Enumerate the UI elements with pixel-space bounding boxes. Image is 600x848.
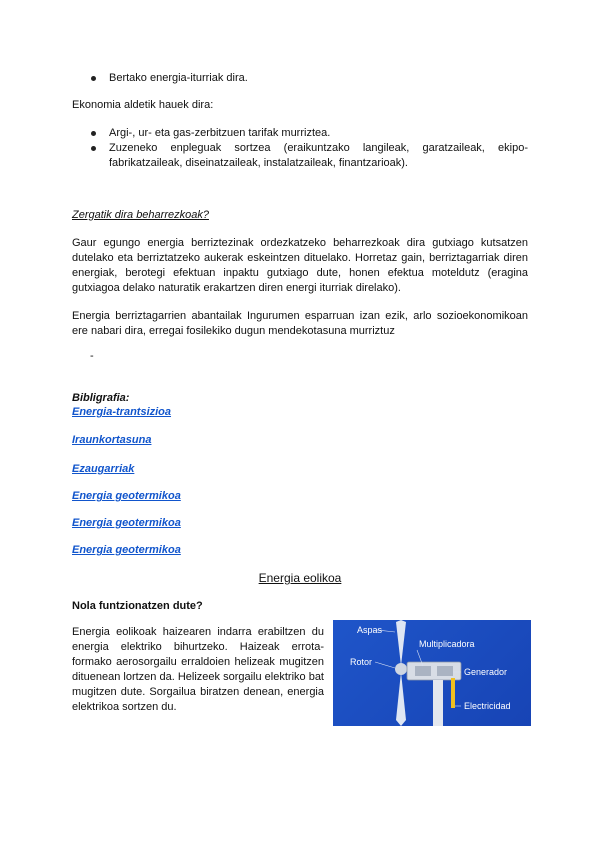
why-paragraph: Gaur egungo energia berriztezinak ordezkatzeko beharrezkoak dira gutxiago kutsatzen dutelako eta berriztatzeko aukerak eskeintzen dituelako. Horretaz gain, berriztagarriak diren energiak, berotegi efektuan inpaktu gutxiago dute, honen efektua moteldutz (eragina gutxiagoa delako naturatik erakartzen diren energi iturriak direlako).	[72, 237, 528, 294]
tower-shape	[433, 680, 443, 726]
label-electricidad: Electricidad	[464, 701, 511, 711]
label-generador: Generador	[464, 667, 508, 677]
label-aspas: Aspas	[357, 625, 383, 635]
leader-rotor	[375, 662, 395, 668]
cable-shape	[451, 678, 455, 708]
bibliography-title: Bibligrafia:	[72, 392, 130, 404]
rotor-hub-shape	[395, 663, 407, 675]
wind-turbine-diagram	[333, 620, 531, 726]
bib-link-ezaugarriak[interactable]: Ezaugarriak	[72, 463, 135, 475]
blade-bottom-shape	[396, 672, 406, 726]
economy-intro: Ekonomia aldetik hauek dira:	[72, 99, 214, 111]
advantages-paragraph: Energia berriztagarrien abantailak Ingurumen esparruan izan ezik, arlo sozioekonomikoan ere nabari dira, erregai fosilekiko dugun mendekotasuna murriztuz	[72, 310, 528, 337]
list-item: Argi-, ur- eta gas-zerbitzuen tarifak murriztea.	[88, 126, 528, 141]
wind-paragraph: Energia eolikoak haizearen indarra erabiltzen du energia elektriko bihurtzeko. Haizeak errota-formako aerosorgailu erraldoien helizeak mugitzen dituenean lortzen da. Helizeek sorgailu elektriko bat mugitzen dute. Sorgailua biratzen denean, energia elektrikoa sortzen du.	[72, 626, 324, 713]
source-list	[88, 71, 528, 86]
economy-list	[88, 126, 528, 171]
section-subtitle: Nola funtzionatzen dute?	[72, 600, 203, 612]
list-item: Bertako energia-iturriak dira.	[88, 71, 528, 86]
multiplier-shape	[415, 666, 431, 676]
section-title: Energia eolikoa	[258, 571, 342, 585]
blade-top-shape	[396, 620, 406, 666]
label-rotor: Rotor	[350, 657, 373, 667]
bib-link-energia-geotermikoa-2[interactable]: Energia geotermikoa	[72, 517, 181, 529]
bib-link-energia-geotermikoa-1[interactable]: Energia geotermikoa	[72, 490, 181, 502]
list-item: Zuzeneko enpleguak sortzea (eraikuntzako langileak, garatzaileak, ekipo-fabrikatzaileak, diseinatzaileak, instalatzaileak, finantzarioak).	[88, 141, 528, 171]
bib-link-energia-geotermikoa-3[interactable]: Energia geotermikoa	[72, 544, 181, 556]
label-multiplicadora: Multiplicadora	[419, 639, 475, 649]
bib-link-energia-trantsizioa[interactable]: Energia-trantsizioa	[72, 406, 172, 418]
bib-link-iraunkortasuna[interactable]: Iraunkortasuna	[72, 434, 152, 446]
why-heading: Zergatik dira beharrezkoak?	[72, 209, 209, 221]
generator-shape	[437, 666, 453, 676]
dash: -	[90, 350, 94, 362]
